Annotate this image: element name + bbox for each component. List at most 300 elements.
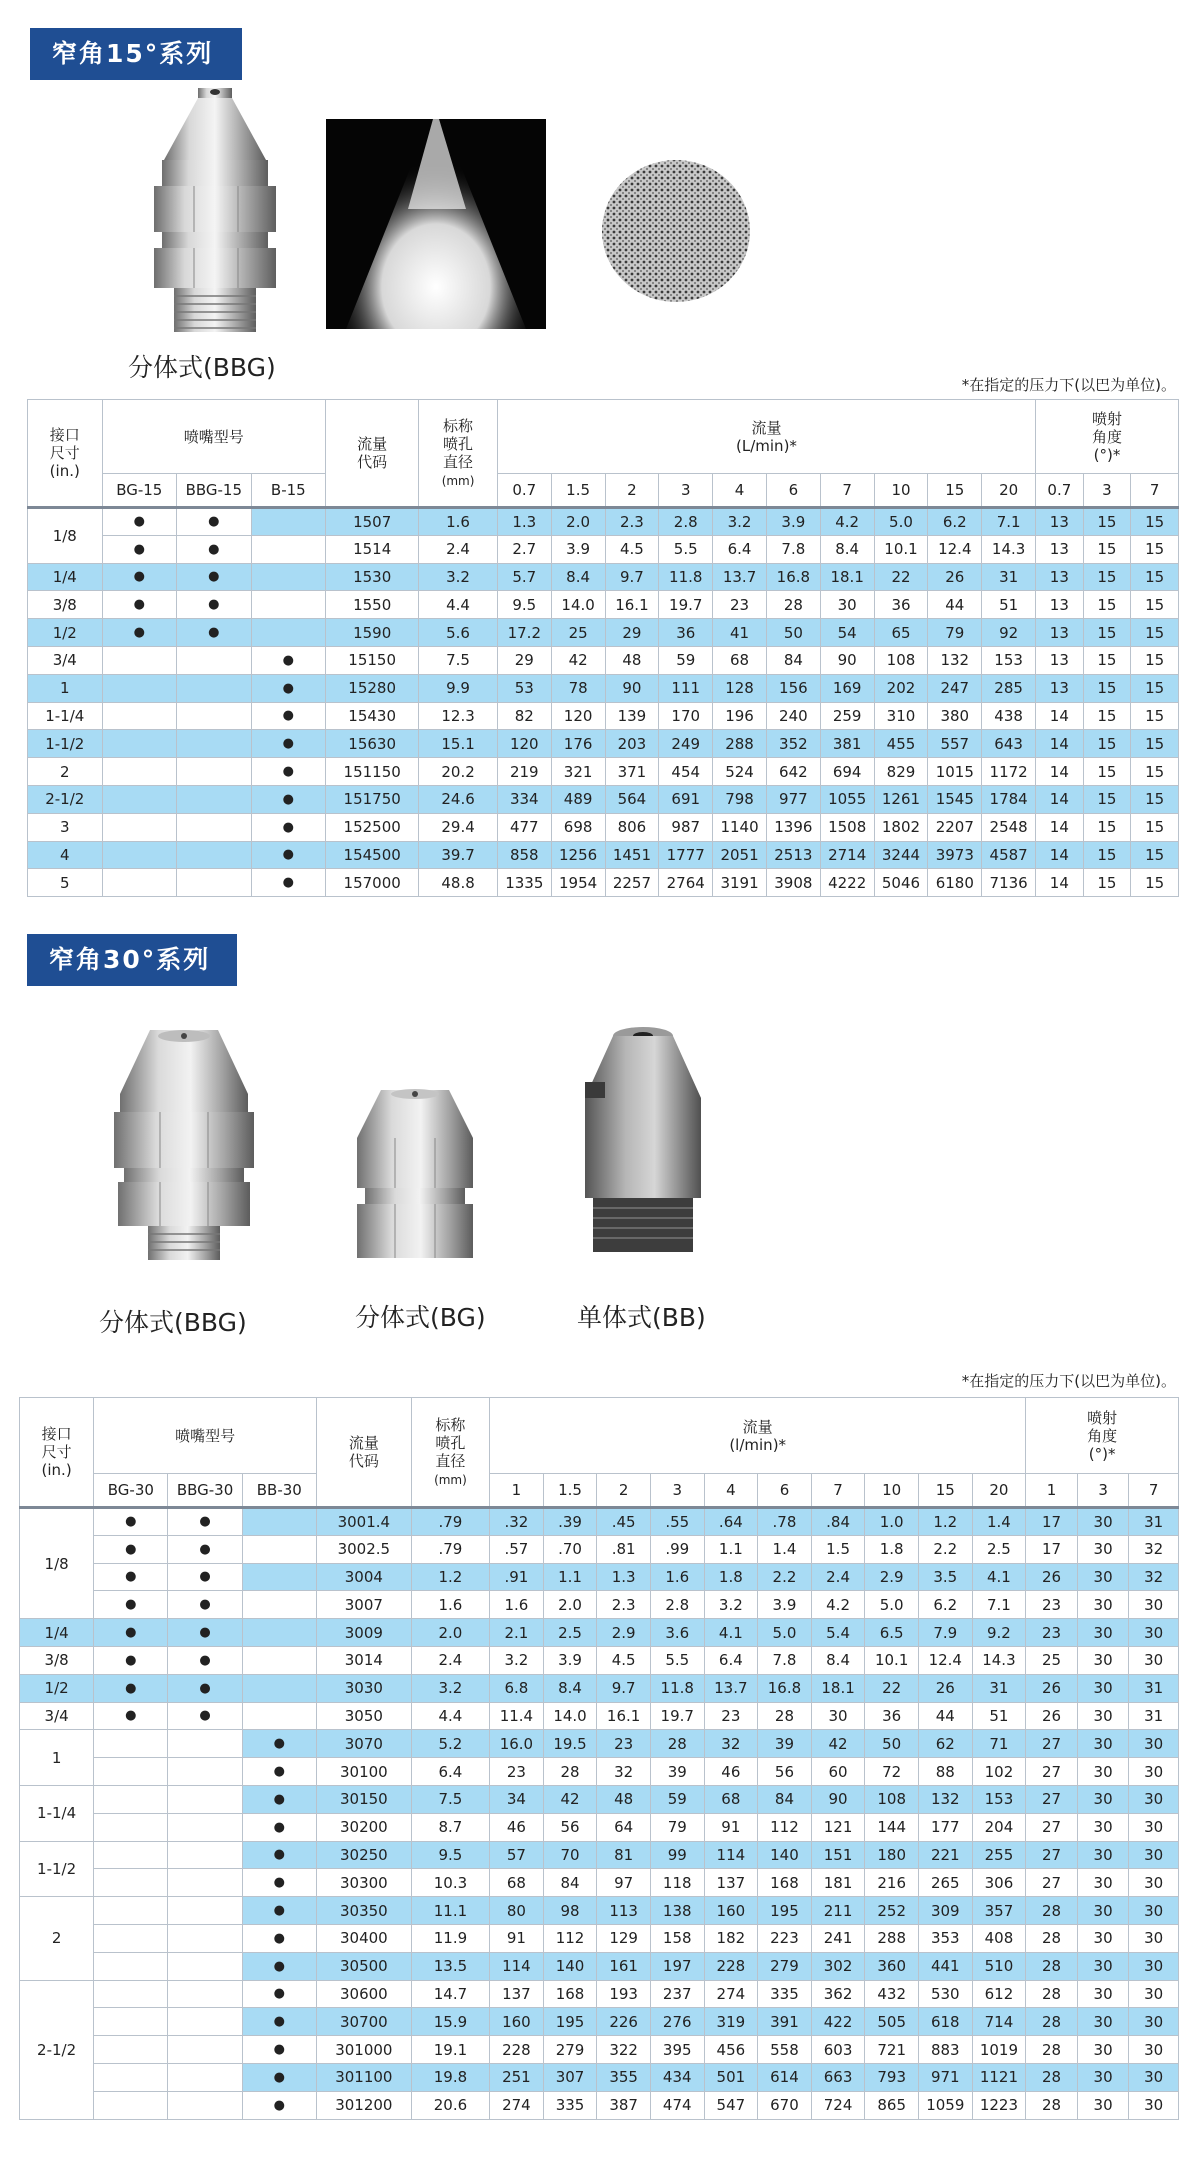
flow-code-cell: 30400 bbox=[316, 1924, 411, 1952]
port-size-cell: 1 bbox=[20, 1730, 94, 1786]
table-row bbox=[20, 1508, 1179, 1536]
model-empty-cell bbox=[168, 1813, 242, 1841]
flow-value-cell: 3973 bbox=[928, 841, 982, 869]
flow-value-cell: 265 bbox=[918, 1869, 972, 1897]
flow-value-cell: 36 bbox=[659, 619, 713, 647]
model-available-dot: ● bbox=[251, 730, 326, 758]
flow-value-cell: 13.7 bbox=[704, 1674, 758, 1702]
header-flow-pressure: 6 bbox=[758, 1474, 812, 1508]
angle-value-cell: 15 bbox=[1131, 563, 1179, 591]
flow-value-cell: 114 bbox=[704, 1841, 758, 1869]
flow-value-cell: 50 bbox=[865, 1730, 919, 1758]
angle-value-cell: 14 bbox=[1036, 841, 1084, 869]
model-empty-cell bbox=[102, 730, 177, 758]
table-row bbox=[20, 1785, 1179, 1813]
model-empty-cell bbox=[168, 1980, 242, 2008]
flow-value-cell: 432 bbox=[865, 1980, 919, 2008]
angle-value-cell: 30 bbox=[1129, 1952, 1179, 1980]
model-empty-cell bbox=[251, 591, 326, 619]
flow-value-cell: 7.1 bbox=[972, 1591, 1026, 1619]
table-row bbox=[28, 646, 1179, 674]
flow-value-cell: 176 bbox=[551, 730, 605, 758]
nozzle-bb30-photo bbox=[583, 1022, 703, 1258]
flow-value-cell: 2513 bbox=[766, 841, 820, 869]
flow-value-cell: 46 bbox=[704, 1758, 758, 1786]
flow-code-cell: 301000 bbox=[316, 2036, 411, 2064]
model-empty-cell bbox=[94, 1869, 168, 1897]
model-available-dot: ● bbox=[242, 1813, 316, 1841]
angle-value-cell: 15 bbox=[1083, 785, 1131, 813]
orifice-cell: 6.4 bbox=[411, 1758, 489, 1786]
flow-value-cell: 223 bbox=[758, 1924, 812, 1952]
flow-value-cell: 793 bbox=[865, 2063, 919, 2091]
table-row bbox=[20, 2036, 1179, 2064]
flow-value-cell: 510 bbox=[972, 1952, 1026, 1980]
flow-value-cell: 161 bbox=[597, 1952, 651, 1980]
model-empty-cell bbox=[102, 813, 177, 841]
port-size-cell: 1-1/2 bbox=[28, 730, 103, 758]
flow-value-cell: 56 bbox=[543, 1813, 597, 1841]
flow-value-cell: .70 bbox=[543, 1535, 597, 1563]
flow-value-cell: 72 bbox=[865, 1758, 919, 1786]
model-available-dot: ● bbox=[251, 674, 326, 702]
flow-value-cell: 1.2 bbox=[918, 1508, 972, 1536]
flow-value-cell: 44 bbox=[928, 591, 982, 619]
table-row bbox=[20, 2008, 1179, 2036]
flow-value-cell: 408 bbox=[972, 1924, 1026, 1952]
header-flow-pressure: 7 bbox=[811, 1474, 865, 1508]
flow-value-cell: 355 bbox=[597, 2063, 651, 2091]
flow-value-cell: 2.5 bbox=[543, 1619, 597, 1647]
orifice-cell: 20.6 bbox=[411, 2091, 489, 2119]
model-available-dot: ● bbox=[168, 1508, 242, 1536]
angle-value-cell: 28 bbox=[1026, 1924, 1078, 1952]
header-flow-pressure: 0.7 bbox=[497, 474, 551, 508]
angle-value-cell: 15 bbox=[1083, 702, 1131, 730]
angle-value-cell: 30 bbox=[1077, 2091, 1129, 2119]
model-empty-cell bbox=[102, 841, 177, 869]
angle-value-cell: 30 bbox=[1129, 1897, 1179, 1925]
header-nozzle-model: 喷嘴型号 bbox=[94, 1398, 317, 1474]
angle-value-cell: 13 bbox=[1036, 508, 1084, 536]
flow-value-cell: 2207 bbox=[928, 813, 982, 841]
model-empty-cell bbox=[102, 869, 177, 897]
flow-value-cell: 228 bbox=[490, 2036, 544, 2064]
flow-value-cell: 829 bbox=[874, 758, 928, 786]
flow-value-cell: 92 bbox=[982, 619, 1036, 647]
flow-value-cell: 2.2 bbox=[918, 1535, 972, 1563]
model-empty-cell bbox=[168, 2008, 242, 2036]
flow-value-cell: 371 bbox=[605, 758, 659, 786]
flow-code-cell: 15280 bbox=[326, 674, 419, 702]
model-available-dot: ● bbox=[94, 1591, 168, 1619]
table-row bbox=[28, 535, 1179, 563]
flow-value-cell: 114 bbox=[490, 1952, 544, 1980]
flow-value-cell: 380 bbox=[928, 702, 982, 730]
model-available-dot: ● bbox=[251, 869, 326, 897]
flow-value-cell: 1059 bbox=[918, 2091, 972, 2119]
flow-value-cell: 3.9 bbox=[766, 508, 820, 536]
flow-value-cell: 3.2 bbox=[490, 1646, 544, 1674]
flow-code-cell: 151150 bbox=[326, 758, 419, 786]
flow-code-cell: 3002.5 bbox=[316, 1535, 411, 1563]
flow-value-cell: 156 bbox=[766, 674, 820, 702]
nozzle-bbg15-photo bbox=[148, 82, 284, 337]
flow-value-cell: 221 bbox=[918, 1841, 972, 1869]
flow-value-cell: 505 bbox=[865, 2008, 919, 2036]
angle-value-cell: 17 bbox=[1026, 1535, 1078, 1563]
flow-value-cell: 84 bbox=[543, 1869, 597, 1897]
flow-value-cell: 6.5 bbox=[865, 1619, 919, 1647]
flow-value-cell: 1.0 bbox=[865, 1508, 919, 1536]
angle-value-cell: 15 bbox=[1131, 619, 1179, 647]
angle-value-cell: 28 bbox=[1026, 2008, 1078, 2036]
orifice-cell: 2.0 bbox=[411, 1619, 489, 1647]
flow-value-cell: 434 bbox=[650, 2063, 704, 2091]
angle-value-cell: 15 bbox=[1131, 702, 1179, 730]
flow-code-cell: 15630 bbox=[326, 730, 419, 758]
flow-value-cell: 30 bbox=[820, 591, 874, 619]
port-size-cell: 2 bbox=[28, 758, 103, 786]
table-row bbox=[28, 841, 1179, 869]
flow-code-cell: 30100 bbox=[316, 1758, 411, 1786]
header-flow-pressure: 15 bbox=[928, 474, 982, 508]
flow-value-cell: 108 bbox=[874, 646, 928, 674]
table-row bbox=[20, 1535, 1179, 1563]
flow-code-cell: 15150 bbox=[326, 646, 419, 674]
flow-value-cell: 112 bbox=[758, 1813, 812, 1841]
flow-value-cell: 362 bbox=[811, 1980, 865, 2008]
model-empty-cell bbox=[168, 1869, 242, 1897]
angle-value-cell: 13 bbox=[1036, 646, 1084, 674]
flow-value-cell: 858 bbox=[497, 841, 551, 869]
model-empty-cell bbox=[94, 1813, 168, 1841]
flow-value-cell: 1.1 bbox=[704, 1535, 758, 1563]
flow-code-cell: 1530 bbox=[326, 563, 419, 591]
angle-value-cell: 30 bbox=[1129, 2036, 1179, 2064]
flow-value-cell: 977 bbox=[766, 785, 820, 813]
flow-value-cell: 237 bbox=[650, 1980, 704, 2008]
flow-value-cell: 643 bbox=[982, 730, 1036, 758]
flow-value-cell: 97 bbox=[597, 1869, 651, 1897]
model-empty-cell bbox=[94, 2091, 168, 2119]
flow-value-cell: 48 bbox=[605, 646, 659, 674]
orifice-cell: 29.4 bbox=[419, 813, 498, 841]
flow-value-cell: 195 bbox=[758, 1897, 812, 1925]
model-empty-cell bbox=[177, 674, 252, 702]
flow-value-cell: .55 bbox=[650, 1508, 704, 1536]
flow-value-cell: 90 bbox=[605, 674, 659, 702]
flow-value-cell: 14.0 bbox=[543, 1702, 597, 1730]
table-row bbox=[20, 1730, 1179, 1758]
angle-value-cell: 15 bbox=[1131, 785, 1179, 813]
flow-value-cell: .91 bbox=[490, 1563, 544, 1591]
angle-value-cell: 30 bbox=[1077, 1897, 1129, 1925]
flow-value-cell: 14.3 bbox=[982, 535, 1036, 563]
model-available-dot: ● bbox=[251, 758, 326, 786]
angle-value-cell: 27 bbox=[1026, 1841, 1078, 1869]
angle-value-cell: 27 bbox=[1026, 1869, 1078, 1897]
table-row bbox=[20, 2091, 1179, 2119]
section2-spec-table bbox=[19, 1397, 1179, 2120]
header-flow-pressure: 1.5 bbox=[543, 1474, 597, 1508]
flow-value-cell: 2714 bbox=[820, 841, 874, 869]
flow-value-cell: 31 bbox=[982, 563, 1036, 591]
flow-value-cell: 9.7 bbox=[605, 563, 659, 591]
flow-value-cell: 307 bbox=[543, 2063, 597, 2091]
flow-code-cell: 30500 bbox=[316, 1952, 411, 1980]
flow-value-cell: 9.2 bbox=[972, 1619, 1026, 1647]
model-available-dot: ● bbox=[251, 813, 326, 841]
section1-caption-bbg: 分体式(BBG) bbox=[128, 353, 276, 382]
orifice-cell: 24.6 bbox=[419, 785, 498, 813]
flow-value-cell: 557 bbox=[928, 730, 982, 758]
flow-value-cell: 612 bbox=[972, 1980, 1026, 2008]
angle-value-cell: 30 bbox=[1077, 1508, 1129, 1536]
port-size-cell: 1-1/4 bbox=[20, 1785, 94, 1841]
flow-value-cell: 3244 bbox=[874, 841, 928, 869]
flow-value-cell: 798 bbox=[713, 785, 767, 813]
table-row bbox=[20, 1980, 1179, 2008]
angle-value-cell: 14 bbox=[1036, 785, 1084, 813]
flow-value-cell: 501 bbox=[704, 2063, 758, 2091]
flow-value-cell: 1015 bbox=[928, 758, 982, 786]
table-row bbox=[28, 785, 1179, 813]
flow-code-cell: 30350 bbox=[316, 1897, 411, 1925]
flow-value-cell: 5.0 bbox=[865, 1591, 919, 1619]
flow-value-cell: 59 bbox=[650, 1785, 704, 1813]
model-empty-cell bbox=[94, 1730, 168, 1758]
flow-value-cell: 806 bbox=[605, 813, 659, 841]
flow-code-cell: 154500 bbox=[326, 841, 419, 869]
port-size-cell: 1/2 bbox=[20, 1674, 94, 1702]
flow-value-cell: 12.4 bbox=[928, 535, 982, 563]
header-nozzle-model: 喷嘴型号 bbox=[102, 400, 326, 474]
flow-value-cell: 2.8 bbox=[659, 508, 713, 536]
model-available-dot: ● bbox=[242, 1980, 316, 2008]
flow-value-cell: 714 bbox=[972, 2008, 1026, 2036]
section2-title-badge: 窄角30°系列 bbox=[27, 934, 237, 986]
angle-value-cell: 15 bbox=[1131, 869, 1179, 897]
header-flow-pressure: 4 bbox=[704, 1474, 758, 1508]
table-row bbox=[20, 1952, 1179, 1980]
flow-value-cell: 203 bbox=[605, 730, 659, 758]
flow-value-cell: 84 bbox=[766, 646, 820, 674]
flow-value-cell: 202 bbox=[874, 674, 928, 702]
flow-value-cell: 1121 bbox=[972, 2063, 1026, 2091]
angle-value-cell: 30 bbox=[1129, 1980, 1179, 2008]
flow-value-cell: 302 bbox=[811, 1952, 865, 1980]
angle-value-cell: 15 bbox=[1083, 508, 1131, 536]
flow-code-cell: 30700 bbox=[316, 2008, 411, 2036]
angle-value-cell: 30 bbox=[1077, 1841, 1129, 1869]
orifice-cell: 39.7 bbox=[419, 841, 498, 869]
flow-value-cell: 65 bbox=[874, 619, 928, 647]
flow-value-cell: 2.9 bbox=[597, 1619, 651, 1647]
flow-value-cell: 11.4 bbox=[490, 1702, 544, 1730]
flow-value-cell: 54 bbox=[820, 619, 874, 647]
flow-value-cell: 2548 bbox=[982, 813, 1036, 841]
header-flow-rate: 流量 (l/min)* bbox=[490, 1398, 1026, 1474]
flow-value-cell: 29 bbox=[497, 646, 551, 674]
model-empty-cell bbox=[251, 619, 326, 647]
flow-value-cell: 1.1 bbox=[543, 1563, 597, 1591]
flow-value-cell: .45 bbox=[597, 1508, 651, 1536]
flow-value-cell: 182 bbox=[704, 1924, 758, 1952]
angle-value-cell: 28 bbox=[1026, 1897, 1078, 1925]
flow-value-cell: 108 bbox=[865, 1785, 919, 1813]
flow-value-cell: 255 bbox=[972, 1841, 1026, 1869]
model-available-dot: ● bbox=[177, 508, 252, 536]
flow-value-cell: 36 bbox=[874, 591, 928, 619]
header-angle-pressure: 0.7 bbox=[1036, 474, 1084, 508]
table-row bbox=[20, 1897, 1179, 1925]
flow-value-cell: .81 bbox=[597, 1535, 651, 1563]
flow-value-cell: 68 bbox=[704, 1785, 758, 1813]
model-available-dot: ● bbox=[102, 508, 177, 536]
flow-value-cell: 29 bbox=[605, 619, 659, 647]
angle-value-cell: 15 bbox=[1131, 813, 1179, 841]
flow-value-cell: 721 bbox=[865, 2036, 919, 2064]
angle-value-cell: 30 bbox=[1077, 1535, 1129, 1563]
angle-value-cell: 15 bbox=[1083, 646, 1131, 674]
flow-value-cell: 28 bbox=[543, 1758, 597, 1786]
angle-value-cell: 15 bbox=[1131, 758, 1179, 786]
model-empty-cell bbox=[168, 1758, 242, 1786]
flow-value-cell: 51 bbox=[972, 1702, 1026, 1730]
flow-value-cell: 137 bbox=[704, 1869, 758, 1897]
orifice-cell: 1.6 bbox=[411, 1591, 489, 1619]
flow-value-cell: 1.6 bbox=[650, 1563, 704, 1591]
flow-value-cell: 455 bbox=[874, 730, 928, 758]
flow-code-cell: 1507 bbox=[326, 508, 419, 536]
angle-value-cell: 30 bbox=[1129, 2091, 1179, 2119]
flow-value-cell: 160 bbox=[704, 1897, 758, 1925]
angle-value-cell: 30 bbox=[1077, 1591, 1129, 1619]
flow-value-cell: .84 bbox=[811, 1508, 865, 1536]
flow-value-cell: 1777 bbox=[659, 841, 713, 869]
flow-value-cell: 618 bbox=[918, 2008, 972, 2036]
orifice-cell: 20.2 bbox=[419, 758, 498, 786]
flow-value-cell: 319 bbox=[704, 2008, 758, 2036]
angle-value-cell: 27 bbox=[1026, 1730, 1078, 1758]
flow-value-cell: 168 bbox=[543, 1980, 597, 2008]
flow-value-cell: 51 bbox=[982, 591, 1036, 619]
angle-value-cell: 30 bbox=[1077, 1980, 1129, 2008]
flow-value-cell: 310 bbox=[874, 702, 928, 730]
model-empty-cell bbox=[251, 508, 326, 536]
header-angle-pressure: 1 bbox=[1026, 1474, 1078, 1508]
flow-value-cell: 1.8 bbox=[865, 1535, 919, 1563]
header-angle-pressure: 3 bbox=[1083, 474, 1131, 508]
header-model-bbg-15: BBG-15 bbox=[177, 474, 252, 508]
model-empty-cell bbox=[251, 535, 326, 563]
flow-value-cell: 259 bbox=[820, 702, 874, 730]
model-available-dot: ● bbox=[242, 1952, 316, 1980]
flow-code-cell: 1590 bbox=[326, 619, 419, 647]
flow-value-cell: 564 bbox=[605, 785, 659, 813]
flow-value-cell: 456 bbox=[704, 2036, 758, 2064]
flow-value-cell: 79 bbox=[928, 619, 982, 647]
orifice-cell: 7.5 bbox=[419, 646, 498, 674]
section1-pressure-note: *在指定的压力下(以巴为单位)。 bbox=[961, 376, 1176, 394]
model-empty-cell bbox=[94, 2063, 168, 2091]
model-empty-cell bbox=[102, 758, 177, 786]
flow-value-cell: 438 bbox=[982, 702, 1036, 730]
flow-value-cell: 68 bbox=[490, 1869, 544, 1897]
model-empty-cell bbox=[168, 1841, 242, 1869]
orifice-cell: 5.2 bbox=[411, 1730, 489, 1758]
angle-value-cell: 30 bbox=[1077, 2063, 1129, 2091]
flow-value-cell: 1256 bbox=[551, 841, 605, 869]
header-model-bg-30: BG-30 bbox=[94, 1474, 168, 1508]
model-empty-cell bbox=[94, 1897, 168, 1925]
flow-value-cell: 91 bbox=[490, 1924, 544, 1952]
flow-value-cell: 4.5 bbox=[605, 535, 659, 563]
orifice-cell: 5.6 bbox=[419, 619, 498, 647]
angle-value-cell: 31 bbox=[1129, 1508, 1179, 1536]
flow-value-cell: 168 bbox=[758, 1869, 812, 1897]
flow-value-cell: 454 bbox=[659, 758, 713, 786]
flow-value-cell: 204 bbox=[972, 1813, 1026, 1841]
flow-value-cell: 694 bbox=[820, 758, 874, 786]
flow-value-cell: 36 bbox=[865, 1702, 919, 1730]
port-size-cell: 2-1/2 bbox=[20, 1980, 94, 2119]
angle-value-cell: 30 bbox=[1077, 1702, 1129, 1730]
angle-value-cell: 13 bbox=[1036, 563, 1084, 591]
model-available-dot: ● bbox=[102, 535, 177, 563]
model-available-dot: ● bbox=[242, 1758, 316, 1786]
orifice-cell: 3.2 bbox=[419, 563, 498, 591]
flow-value-cell: 10.1 bbox=[874, 535, 928, 563]
flow-value-cell: 30 bbox=[811, 1702, 865, 1730]
flow-value-cell: 56 bbox=[758, 1758, 812, 1786]
flow-value-cell: 9.7 bbox=[597, 1674, 651, 1702]
orifice-cell: 7.5 bbox=[411, 1785, 489, 1813]
header-flow-pressure: 7 bbox=[820, 474, 874, 508]
flow-value-cell: 5.5 bbox=[650, 1646, 704, 1674]
flow-value-cell: 288 bbox=[865, 1924, 919, 1952]
orifice-cell: 12.3 bbox=[419, 702, 498, 730]
model-empty-cell bbox=[168, 1924, 242, 1952]
flow-value-cell: 987 bbox=[659, 813, 713, 841]
header-flow-pressure: 2 bbox=[597, 1474, 651, 1508]
flow-value-cell: 4.1 bbox=[972, 1563, 1026, 1591]
flow-value-cell: 111 bbox=[659, 674, 713, 702]
flow-value-cell: 2.9 bbox=[865, 1563, 919, 1591]
flow-value-cell: 138 bbox=[650, 1897, 704, 1925]
flow-value-cell: 1784 bbox=[982, 785, 1036, 813]
flow-value-cell: 70 bbox=[543, 1841, 597, 1869]
flow-value-cell: 98 bbox=[543, 1897, 597, 1925]
flow-value-cell: 14.3 bbox=[972, 1646, 1026, 1674]
header-flow-pressure: 10 bbox=[865, 1474, 919, 1508]
header-model-bbg-30: BBG-30 bbox=[168, 1474, 242, 1508]
flow-value-cell: 7.8 bbox=[766, 535, 820, 563]
flow-value-cell: 4.1 bbox=[704, 1619, 758, 1647]
header-flow-pressure: 3 bbox=[659, 474, 713, 508]
flow-value-cell: 118 bbox=[650, 1869, 704, 1897]
flow-value-cell: 153 bbox=[972, 1785, 1026, 1813]
flow-value-cell: 81 bbox=[597, 1841, 651, 1869]
orifice-cell: 15.9 bbox=[411, 2008, 489, 2036]
model-empty-cell bbox=[251, 563, 326, 591]
angle-value-cell: 15 bbox=[1131, 730, 1179, 758]
header-angle-pressure: 7 bbox=[1131, 474, 1179, 508]
flow-value-cell: 195 bbox=[543, 2008, 597, 2036]
table-row bbox=[28, 730, 1179, 758]
model-available-dot: ● bbox=[242, 1730, 316, 1758]
